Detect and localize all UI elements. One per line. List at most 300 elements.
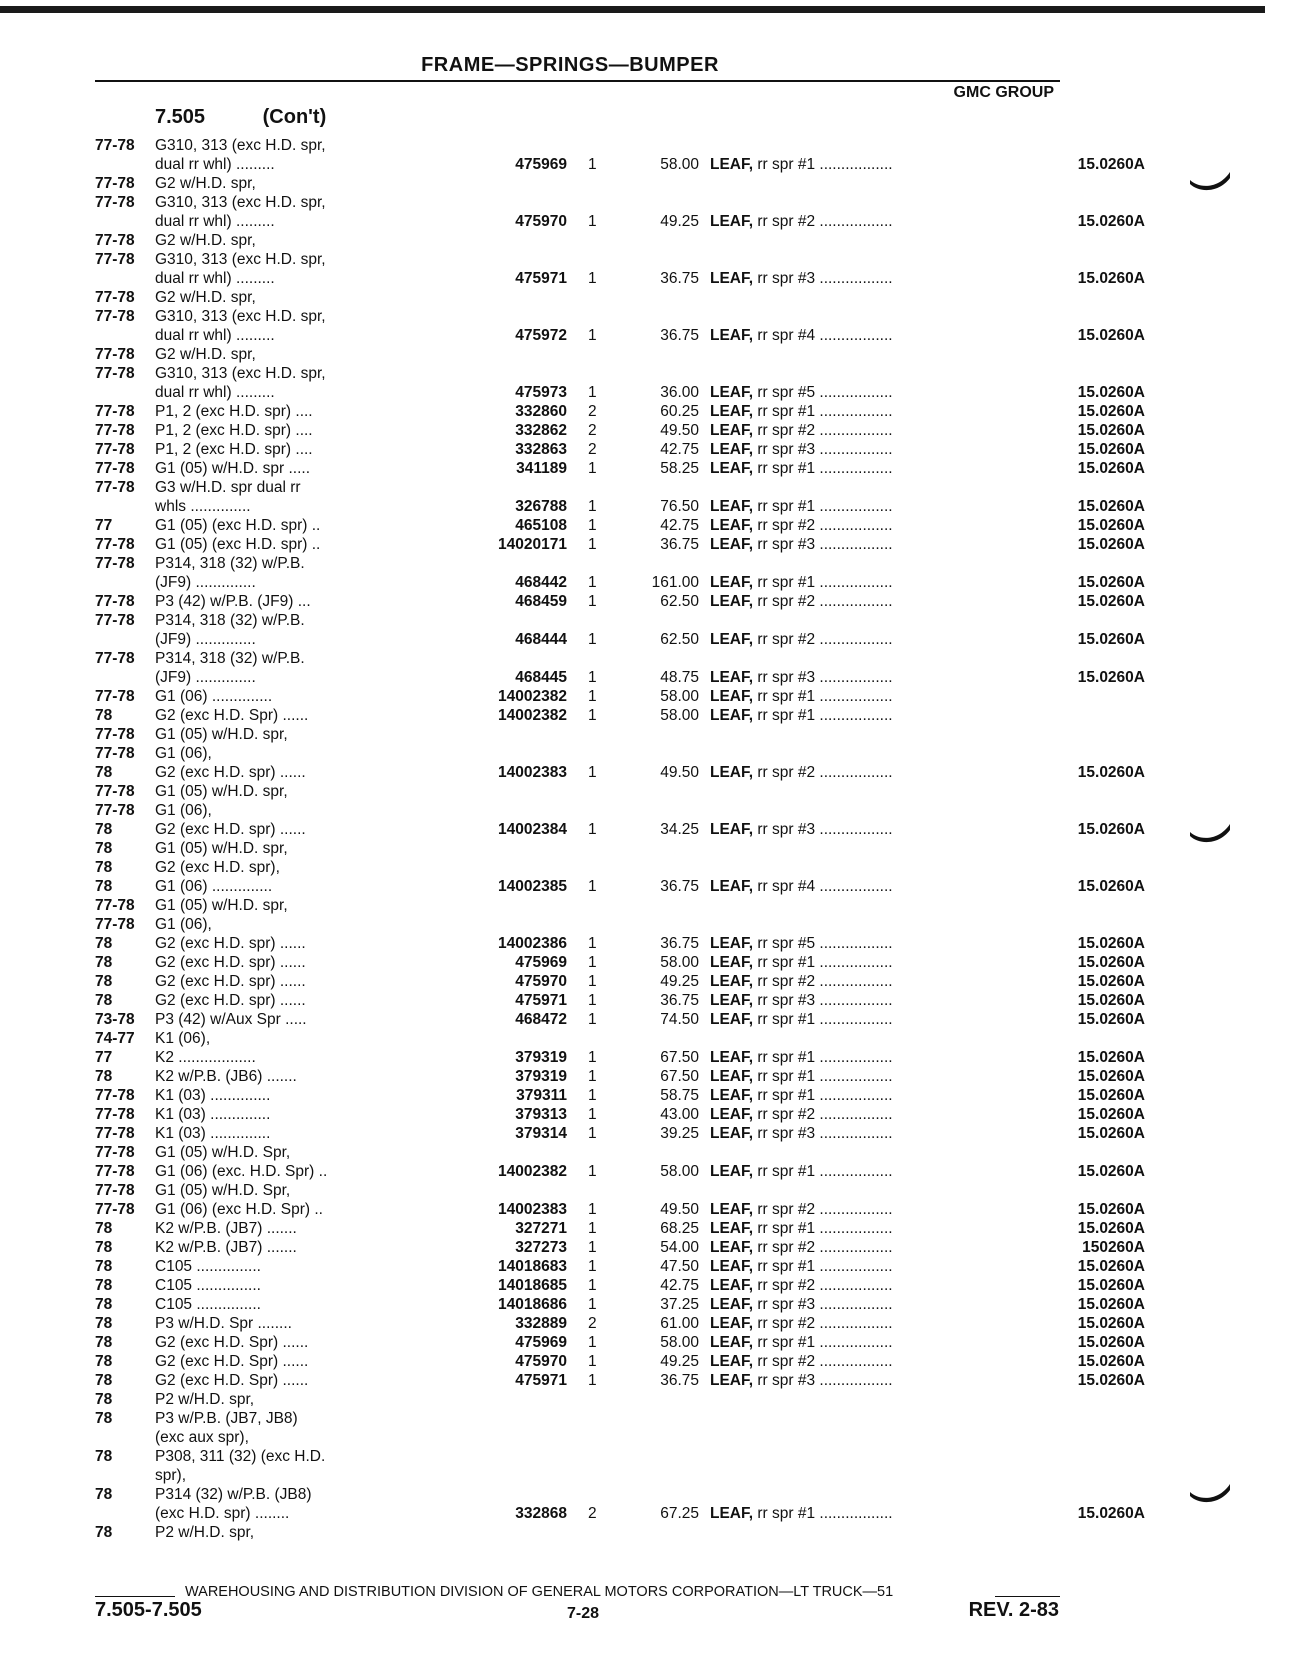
price-cell: 42.75 [660,1277,699,1294]
description-text: rr spr #2 ................. [753,593,893,610]
price-cell: 49.25 [660,973,699,990]
price-cell: 76.50 [660,498,699,515]
quantity-cell: 1 [588,1163,597,1180]
part-number-cell: 468472 [515,1011,567,1028]
table-row [95,801,1075,820]
description-text: rr spr #3 ................. [753,536,893,553]
group-number-cell: 15.0260A [1077,460,1145,477]
year-cell: 77-78 [95,1182,135,1199]
application-cell: dual rr whl) ......... [155,270,275,287]
description-keyword: LEAF, [710,1277,754,1294]
application-cell: G1 (05) w/H.D. Spr, [155,1144,291,1161]
quantity-cell: 1 [588,669,597,686]
quantity-cell: 2 [588,403,597,420]
application-cell: G1 (06) .............. [155,688,273,705]
table-row [95,592,1145,611]
price-cell: 36.75 [660,536,699,553]
application-cell: G2 (exc H.D. Spr) ...... [155,1334,309,1351]
quantity-cell: 1 [588,574,597,591]
price-cell: 58.00 [660,1163,699,1180]
year-cell: 77-78 [95,612,135,629]
application-cell: K1 (03) .............. [155,1106,271,1123]
part-number-cell: 332863 [515,441,567,458]
description-text: rr spr #3 ................. [753,1125,893,1142]
binder-clip-mark [1188,1482,1232,1504]
table-row [95,706,1075,725]
application-cell: (exc H.D. spr) ........ [155,1505,290,1522]
description-text: rr spr #1 ................. [753,1220,893,1237]
group-number-cell: 15.0260A [1077,1049,1145,1066]
application-cell: dual rr whl) ......... [155,156,275,173]
table-row [95,136,1075,155]
table-row [95,269,1145,288]
price-cell: 58.00 [660,954,699,971]
binder-clip-mark [1188,822,1232,844]
year-cell: 77-78 [95,650,135,667]
description-text: rr spr #2 ................. [753,1239,893,1256]
application-cell: P3 w/P.B. (JB7, JB8) [155,1410,298,1427]
part-number-cell: 14020171 [498,536,567,553]
quantity-cell: 1 [588,1049,597,1066]
part-number-cell: 327271 [515,1220,567,1237]
part-number-cell: 14002383 [498,764,567,781]
table-row [95,953,1145,972]
table-row [95,1352,1145,1371]
application-cell: C105 ............... [155,1277,261,1294]
year-cell: 77-78 [95,403,135,420]
description-text: rr spr #1 ................. [753,1258,893,1275]
quantity-cell: 1 [588,878,597,895]
application-cell: G1 (05) w/H.D. Spr, [155,1182,291,1199]
description-text: rr spr #2 ................. [753,1201,893,1218]
table-row [95,288,1075,307]
description-text: rr spr #5 ................. [753,935,893,952]
table-row [95,1333,1145,1352]
description-text: rr spr #1 ................. [753,1334,893,1351]
part-number-cell: 379311 [516,1087,567,1104]
table-row [95,782,1075,801]
group-number-cell: 15.0260A [1077,1163,1145,1180]
description-text: rr spr #1 ................. [753,498,893,515]
part-number-cell: 332860 [515,403,567,420]
description-text: rr spr #1 ................. [753,1087,893,1104]
description-text: rr spr #1 ................. [753,1163,893,1180]
price-cell: 161.00 [651,574,699,591]
description-keyword: LEAF, [710,1163,754,1180]
description-keyword: LEAF, [710,973,754,990]
application-cell: C105 ............... [155,1258,261,1275]
application-cell: G1 (06), [155,916,212,933]
description-keyword: LEAF, [710,688,754,705]
application-cell: G310, 313 (exc H.D. spr, [155,137,326,154]
table-row [95,1371,1145,1390]
application-cell: G1 (05) w/H.D. spr ..... [155,460,311,477]
part-number-cell: 468442 [515,574,567,591]
year-cell: 77-78 [95,137,135,154]
price-cell: 58.00 [660,1334,699,1351]
table-row [95,725,1075,744]
table-row [95,573,1145,592]
price-cell: 58.00 [660,156,699,173]
quantity-cell: 1 [588,1372,597,1389]
footer-rule-left [95,1596,175,1597]
description-keyword: LEAF, [710,517,754,534]
description-keyword: LEAF, [710,1296,754,1313]
year-cell: 78 [95,1315,113,1332]
part-number-cell: 475969 [515,954,567,971]
description-keyword: LEAF, [710,1125,754,1142]
binder-clip-mark [1188,170,1232,192]
table-row [95,1466,1075,1485]
price-cell: 37.25 [660,1296,699,1313]
application-cell: G1 (05) w/H.D. spr, [155,897,288,914]
price-cell: 61.00 [660,1315,699,1332]
group-number-cell: 15.0260A [1077,669,1145,686]
description-keyword: LEAF, [710,384,754,401]
description-keyword: LEAF, [710,1201,754,1218]
table-row [95,326,1145,345]
year-cell: 78 [95,1220,113,1237]
description-keyword: LEAF, [710,669,754,686]
table-row [95,174,1075,193]
group-number-cell: 15.0260A [1077,1505,1145,1522]
description-text: rr spr #3 ................. [753,441,893,458]
group-number-cell: 15.0260A [1077,422,1145,439]
description-text: rr spr #2 ................. [753,517,893,534]
description-cell [710,706,1035,725]
part-number-cell: 475971 [515,270,567,287]
group-number-cell: 15.0260A [1077,270,1145,287]
quantity-cell: 1 [588,1277,597,1294]
table-row [95,402,1145,421]
description-keyword: LEAF, [710,878,754,895]
quantity-cell: 1 [588,270,597,287]
application-cell: G2 (exc H.D. spr) ...... [155,973,306,990]
year-cell: 78 [95,992,113,1009]
table-row [95,516,1145,535]
description-text: rr spr #5 ................. [753,384,893,401]
group-number-cell: 15.0260A [1077,1011,1145,1028]
year-cell: 78 [95,1372,113,1389]
application-cell: G2 w/H.D. spr, [155,289,256,306]
part-number-cell: 332862 [515,422,567,439]
price-cell: 34.25 [660,821,699,838]
group-number-cell: 15.0260A [1077,441,1145,458]
price-cell: 49.25 [660,213,699,230]
table-row [95,478,1075,497]
group-number-cell: 15.0260A [1077,992,1145,1009]
year-cell: 77-78 [95,1087,135,1104]
description-text: rr spr #1 ................. [753,1011,893,1028]
application-cell: G2 (exc H.D. Spr) ...... [155,1372,309,1389]
application-cell: G1 (06) (exc H.D. Spr) .. [155,1201,323,1218]
table-row [95,991,1145,1010]
application-cell: K2 w/P.B. (JB7) ....... [155,1239,297,1256]
table-row [95,1485,1075,1504]
page-title: FRAME—SPRINGS—BUMPER [421,54,719,76]
table-row [95,1257,1145,1276]
part-number-cell: 475970 [515,973,567,990]
year-cell: 77-78 [95,555,135,572]
year-cell: 78 [95,1410,113,1427]
description-text: rr spr #1 ................. [753,156,893,173]
table-row [95,1276,1145,1295]
price-cell: 67.25 [660,1505,699,1522]
group-number-cell: 15.0260A [1077,935,1145,952]
application-cell: P1, 2 (exc H.D. spr) .... [155,403,313,420]
application-cell: P314, 318 (32) w/P.B. [155,612,305,629]
application-cell: G2 (exc H.D. spr) ...... [155,992,306,1009]
part-number-cell: 14002382 [498,1163,567,1180]
description-text: rr spr #2 ................. [753,1315,893,1332]
application-cell: whls .............. [155,498,251,515]
table-row [95,497,1145,516]
quantity-cell: 1 [588,593,597,610]
application-cell: dual rr whl) ......... [155,384,275,401]
year-cell: 78 [95,1524,113,1541]
part-number-cell: 332889 [515,1315,567,1332]
part-number-cell: 14018686 [498,1296,567,1313]
description-text: rr spr #1 ................. [753,460,893,477]
application-cell: G1 (06) (exc. H.D. Spr) .. [155,1163,328,1180]
quantity-cell: 1 [588,1068,597,1085]
part-number-cell: 14002382 [498,707,567,724]
price-cell: 74.50 [660,1011,699,1028]
application-cell: P3 (42) w/P.B. (JF9) ... [155,593,311,610]
quantity-cell: 1 [588,973,597,990]
description-text: rr spr #1 ................. [753,403,893,420]
table-row [95,687,1075,706]
quantity-cell: 1 [588,1125,597,1142]
part-number-cell: 475973 [515,384,567,401]
description-keyword: LEAF, [710,992,754,1009]
table-row [95,1143,1075,1162]
year-cell: 77-78 [95,802,135,819]
quantity-cell: 2 [588,1505,597,1522]
table-row [95,307,1075,326]
description-keyword: LEAF, [710,593,754,610]
year-cell: 73-78 [95,1011,135,1028]
description-keyword: LEAF, [710,574,754,591]
application-cell: G2 (exc H.D. Spr) ...... [155,707,309,724]
group-number-cell: 15.0260A [1077,536,1145,553]
part-number-cell: 468445 [515,669,567,686]
application-cell: G1 (06) .............. [155,878,273,895]
part-number-cell: 327273 [515,1239,567,1256]
price-cell: 36.75 [660,327,699,344]
section-cont: (Con't) [262,106,327,128]
table-row [95,611,1075,630]
description-cell [710,687,1035,706]
application-cell: P1, 2 (exc H.D. spr) .... [155,422,313,439]
quantity-cell: 1 [588,536,597,553]
part-number-cell: 14018685 [498,1277,567,1294]
table-row [95,440,1145,459]
application-cell: G2 w/H.D. spr, [155,346,256,363]
year-cell: 77-78 [95,479,135,496]
table-row [95,1200,1145,1219]
table-row [95,1029,1075,1048]
quantity-cell: 1 [588,327,597,344]
price-cell: 39.25 [660,1125,699,1142]
description-text: rr spr #1 ................. [753,688,893,705]
price-cell: 58.25 [660,460,699,477]
table-row [95,649,1075,668]
year-cell: 77-78 [95,536,135,553]
application-cell: G2 (exc H.D. spr), [155,859,280,876]
application-cell: G310, 313 (exc H.D. spr, [155,251,326,268]
description-text: rr spr #3 ................. [753,669,893,686]
price-cell: 47.50 [660,1258,699,1275]
table-row [95,668,1145,687]
year-cell: 78 [95,764,113,781]
application-cell: G310, 313 (exc H.D. spr, [155,365,326,382]
year-cell: 78 [95,1277,113,1294]
description-text: rr spr #2 ................. [753,1353,893,1370]
group-number-cell: 15.0260A [1077,821,1145,838]
description-keyword: LEAF, [710,1353,754,1370]
application-cell: G2 (exc H.D. spr) ...... [155,954,306,971]
year-cell: 78 [95,878,113,895]
quantity-cell: 1 [588,707,597,724]
description-text: rr spr #2 ................. [753,973,893,990]
description-text: rr spr #3 ................. [753,992,893,1009]
price-cell: 62.50 [660,593,699,610]
group-number-cell: 15.0260A [1077,574,1145,591]
application-cell: P2 w/H.D. spr, [155,1524,255,1541]
part-number-cell: 341189 [516,460,567,477]
description-text: rr spr #2 ................. [753,764,893,781]
quantity-cell: 1 [588,1353,597,1370]
description-keyword: LEAF, [710,536,754,553]
description-keyword: LEAF, [710,1505,754,1522]
application-cell: (JF9) .............. [155,669,256,686]
group-number-cell: 15.0260A [1077,1106,1145,1123]
application-cell: G310, 313 (exc H.D. spr, [155,308,326,325]
group-number-cell: 15.0260A [1077,156,1145,173]
group-number-cell: 15.0260A [1077,1201,1145,1218]
quantity-cell: 1 [588,213,597,230]
description-text: rr spr #3 ................. [753,270,893,287]
table-row [95,1219,1145,1238]
quantity-cell: 1 [588,1087,597,1104]
section-number: 7.505 [155,106,206,128]
description-keyword: LEAF, [710,1334,754,1351]
part-number-cell: 475971 [515,1372,567,1389]
application-cell: P3 w/H.D. Spr ........ [155,1315,292,1332]
description-keyword: LEAF, [710,1011,754,1028]
description-text: rr spr #2 ................. [753,631,893,648]
quantity-cell: 1 [588,935,597,952]
year-cell: 77-78 [95,194,135,211]
price-cell: 62.50 [660,631,699,648]
quantity-cell: 1 [588,764,597,781]
description-text: rr spr #2 ................. [753,1106,893,1123]
part-number-cell: 379319 [515,1068,567,1085]
table-row [95,763,1145,782]
application-cell: K1 (03) .............. [155,1125,271,1142]
table-row [95,1181,1075,1200]
year-cell: 78 [95,1448,113,1465]
description-keyword: LEAF, [710,631,754,648]
year-cell: 77 [95,517,113,534]
table-row [95,535,1145,554]
year-cell: 77-78 [95,1106,135,1123]
group-number-cell: 15.0260A [1077,1315,1145,1332]
application-cell: G2 (exc H.D. spr) ...... [155,821,306,838]
table-row [95,459,1145,478]
description-keyword: LEAF, [710,954,754,971]
part-number-cell: 14002383 [498,1201,567,1218]
table-row [95,421,1145,440]
description-keyword: LEAF, [710,270,754,287]
price-cell: 49.50 [660,1201,699,1218]
application-cell: G1 (05) (exc H.D. spr) .. [155,517,321,534]
description-keyword: LEAF, [710,1315,754,1332]
year-cell: 77-78 [95,1163,135,1180]
price-cell: 67.50 [660,1049,699,1066]
application-cell: G1 (05) w/H.D. spr, [155,726,288,743]
application-cell: K2 w/P.B. (JB6) ....... [155,1068,297,1085]
year-cell: 77-78 [95,289,135,306]
part-number-cell: 475970 [515,213,567,230]
price-cell: 49.25 [660,1353,699,1370]
footer-revision: REV. 2-83 [968,1599,1059,1621]
footer-section-range: 7.505-7.505 [95,1599,202,1621]
year-cell: 77-78 [95,745,135,762]
application-cell: G1 (06), [155,745,212,762]
parts-list [95,136,1145,1542]
description-keyword: LEAF, [710,1258,754,1275]
quantity-cell: 1 [588,1011,597,1028]
application-cell: dual rr whl) ......... [155,327,275,344]
group-number-cell: 15.0260A [1077,1353,1145,1370]
description-text: rr spr #1 ................. [753,707,893,724]
year-cell: 77-78 [95,365,135,382]
part-number-cell: 475970 [515,1353,567,1370]
group-number-cell: 15.0260A [1077,517,1145,534]
application-cell: G2 w/H.D. spr, [155,232,256,249]
table-row [95,820,1145,839]
year-cell: 78 [95,1486,113,1503]
part-number-cell: 468459 [515,593,567,610]
table-row [95,915,1075,934]
table-row [95,1390,1075,1409]
year-cell: 77-78 [95,688,135,705]
footer-page-number: 7-28 [567,1605,600,1622]
description-keyword: LEAF, [710,935,754,952]
table-row [95,1428,1075,1447]
quantity-cell: 1 [588,1106,597,1123]
table-row [95,1105,1145,1124]
year-cell: 77-78 [95,916,135,933]
price-cell: 36.75 [660,270,699,287]
part-number-cell: 14018683 [498,1258,567,1275]
description-keyword: LEAF, [710,422,754,439]
group-number-cell: 15.0260A [1077,384,1145,401]
description-keyword: LEAF, [710,1068,754,1085]
application-cell: G2 w/H.D. spr, [155,175,256,192]
year-cell: 78 [95,1258,113,1275]
table-row [95,1086,1145,1105]
description-keyword: LEAF, [710,821,754,838]
description-keyword: LEAF, [710,764,754,781]
quantity-cell: 2 [588,441,597,458]
description-text: rr spr #1 ................. [753,574,893,591]
part-number-cell: 379314 [515,1125,567,1142]
year-cell: 74-77 [95,1030,135,1047]
table-row [95,839,1075,858]
